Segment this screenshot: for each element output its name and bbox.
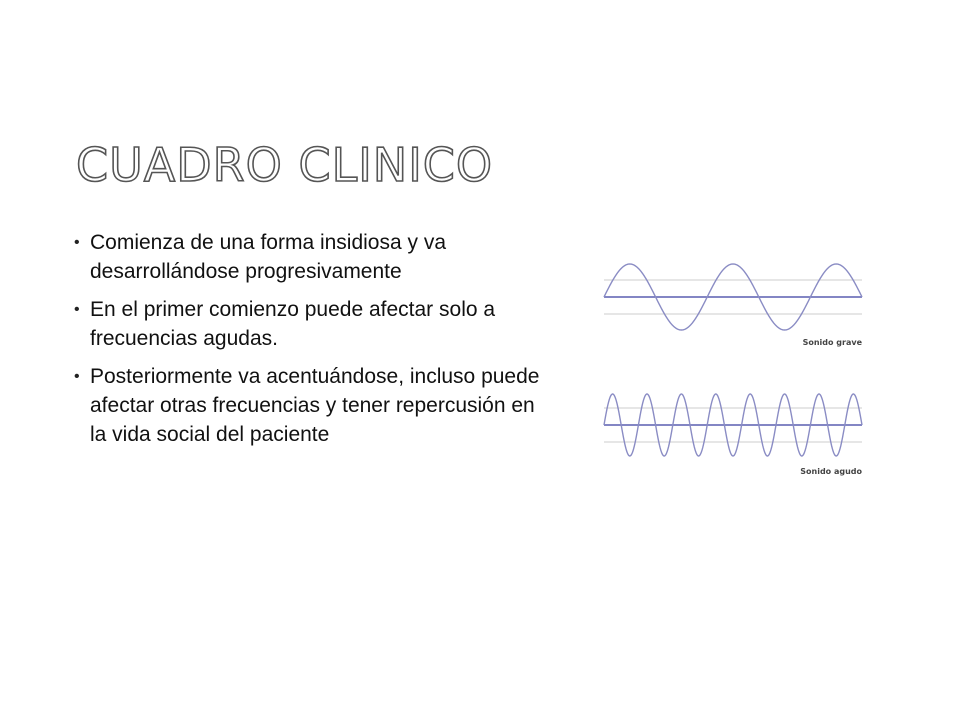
bullet-dot-icon: •: [74, 368, 80, 385]
slide-title: CUADRO CLINICO: [76, 138, 494, 192]
bullet-text: En el primer comienzo puede afectar solo a frecuencias agudas.: [90, 298, 496, 350]
bullet-item: [74, 228, 554, 286]
bullet-list: [74, 228, 554, 458]
bullet-dot-icon: •: [74, 234, 80, 251]
high-frequency-wave-group: [604, 394, 863, 476]
wave-caption-low: Sonido grave: [802, 338, 862, 347]
low-frequency-wave-group: [604, 264, 863, 347]
bullet-dot-icon: •: [74, 301, 80, 318]
bullet-text: Comienza de una forma insidiosa y va desarrollándose progresivamente: [90, 231, 447, 283]
bullet-text: Posteriormente va acentuándose, incluso puede afectar otras frecuencias y tener repercusión en la vida social del paciente: [90, 365, 540, 446]
sound-wave-figure: [600, 258, 870, 488]
bullet-item: [74, 295, 554, 353]
wave-caption-high: Sonido agudo: [800, 467, 862, 476]
bullet-item: [74, 362, 554, 449]
sound-wave-diagram: [600, 258, 870, 488]
